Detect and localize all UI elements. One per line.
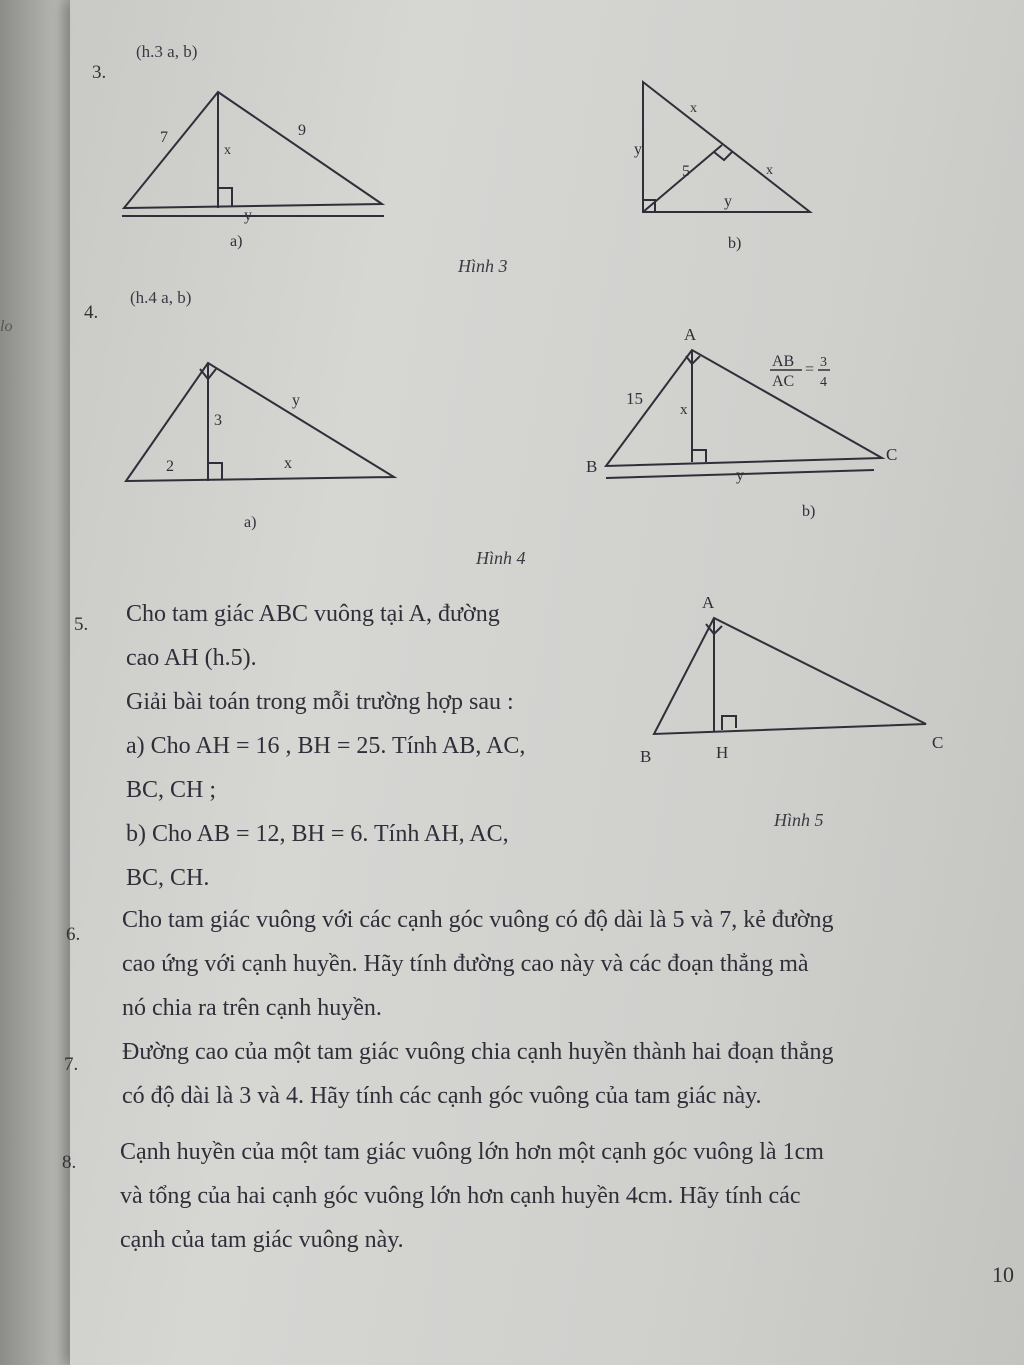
figure-3b-label-y-left: y: [634, 141, 642, 158]
exercise-3-number: 3.: [92, 62, 107, 83]
figure-4b-ratio-denominator: AC: [772, 373, 795, 390]
textbook-page: [62, 0, 1024, 1365]
exercise-7-line-2: có độ dài là 3 và 4. Hãy tính các cạnh góc vuông của tam giác này.: [122, 1083, 762, 1109]
exercise-4-number: 4.: [84, 302, 99, 323]
figure-3a-label-base: y: [244, 207, 252, 224]
figure-4b-label-15: 15: [626, 389, 643, 408]
exercise-5-line-1: Cho tam giác ABC vuông tại A, đường: [126, 601, 500, 627]
figure-5-triangle: [654, 618, 926, 734]
figure-3b-right-angle-foot: [714, 152, 732, 160]
exercise-8-number: 8.: [62, 1152, 77, 1173]
figure-5-right-angle-foot: [722, 716, 736, 730]
figure-3b-label-y-bottom: y: [724, 193, 732, 210]
figure-5-caption: Hình 5: [774, 810, 824, 830]
figure-4a: [120, 355, 405, 535]
figure-3a-triangle: [124, 92, 382, 208]
exercise-4-ref: (h.4 a, b): [130, 288, 192, 307]
exercise-6-line-3: nó chia ra trên cạnh huyền.: [122, 995, 382, 1021]
exercise-6-number: 6.: [66, 924, 81, 945]
margin-mark: lo: [0, 318, 13, 335]
figure-5: [630, 588, 960, 773]
figure-5-label-A: A: [702, 593, 715, 612]
exercise-5-line-3: Giải bài toán trong mỗi trường hợp sau :: [126, 689, 514, 715]
exercise-7-number: 7.: [64, 1054, 79, 1075]
figure-4b-label-A: A: [684, 325, 697, 344]
figure-4b-label-y: y: [736, 467, 744, 484]
figure-4a-label-3: 3: [214, 412, 222, 429]
exercise-6-line-2: cao ứng với cạnh huyền. Hãy tính đường cao này và các đoạn thẳng mà: [122, 951, 809, 977]
figure-3-caption: Hình 3: [458, 256, 508, 276]
figure-4b-ratio-value-numerator: 3: [820, 355, 827, 370]
figure-3b-caption: b): [728, 235, 742, 252]
exercise-5-line-5: BC, CH ;: [126, 777, 217, 803]
figure-4a-label-y: y: [292, 392, 300, 409]
exercise-8-line-2: và tổng của hai cạnh góc vuông lớn hơn cạnh huyền 4cm. Hãy tính các: [120, 1183, 801, 1209]
exercise-7-line-1: Đường cao của một tam giác vuông chia cạnh huyền thành hai đoạn thẳng: [122, 1039, 834, 1065]
exercise-8-line-3: cạnh của tam giác vuông này.: [120, 1227, 404, 1253]
figure-4b-ratio-value-denominator: 4: [820, 375, 827, 390]
figure-4b-ratio-equals: =: [805, 361, 815, 378]
figure-4b-ratio-numerator: AB: [772, 353, 795, 370]
figure-3a-caption: a): [230, 233, 243, 250]
figure-3b: [630, 72, 840, 257]
figure-3b-label-x-right: x: [766, 163, 773, 178]
exercise-5-text: [126, 592, 626, 900]
figure-3a: [110, 80, 400, 255]
figure-4b: [580, 320, 910, 525]
figure-4b-label-x: x: [680, 402, 688, 418]
figure-3a-right-angle: [218, 188, 232, 206]
figure-3a-label-left: 7: [160, 129, 168, 146]
exercise-6-line-1: Cho tam giác vuông với các cạnh góc vuông có độ dài là 5 và 7, kẻ đường: [122, 907, 834, 933]
exercise-8-line-1: Cạnh huyền của một tam giác vuông lớn hơn một cạnh góc vuông là 1cm: [120, 1139, 824, 1165]
figure-3a-label-right: 9: [298, 122, 306, 139]
figure-4b-triangle: [606, 350, 882, 466]
exercise-7-text: [122, 1030, 1022, 1118]
figure-5-label-C: C: [932, 733, 944, 752]
exercise-5-line-6: b) Cho AB = 12, BH = 6. Tính AH, AC,: [126, 821, 509, 847]
figure-4b-caption: b): [802, 503, 816, 520]
exercise-5-line-4: a) Cho AH = 16 , BH = 25. Tính AB, AC,: [126, 733, 526, 759]
figure-4b-label-B: B: [586, 457, 598, 476]
figure-5-label-H: H: [716, 743, 729, 762]
exercise-5-line-2: cao AH (h.5).: [126, 645, 257, 671]
figure-4a-label-x: x: [284, 455, 292, 472]
exercise-5-line-7: BC, CH.: [126, 865, 210, 891]
figure-5-label-B: B: [640, 747, 652, 766]
figure-4b-right-angle: [692, 450, 706, 462]
figure-4-caption: Hình 4: [476, 548, 526, 568]
exercise-6-text: [122, 898, 1022, 1030]
exercise-8-text: [120, 1130, 1020, 1262]
figure-3b-label-x-top: x: [690, 101, 697, 116]
page-number: 10: [992, 1262, 1014, 1287]
figure-4a-label-2: 2: [166, 458, 174, 475]
figure-3b-label-5: 5: [682, 163, 690, 180]
figure-4a-right-angle: [208, 463, 222, 479]
exercise-3-ref: (h.3 a, b): [136, 42, 198, 61]
figure-3a-label-altitude: x: [224, 143, 231, 158]
figure-4b-label-C: C: [886, 445, 898, 464]
figure-4a-caption: a): [244, 514, 257, 531]
exercise-5-number: 5.: [74, 614, 89, 635]
